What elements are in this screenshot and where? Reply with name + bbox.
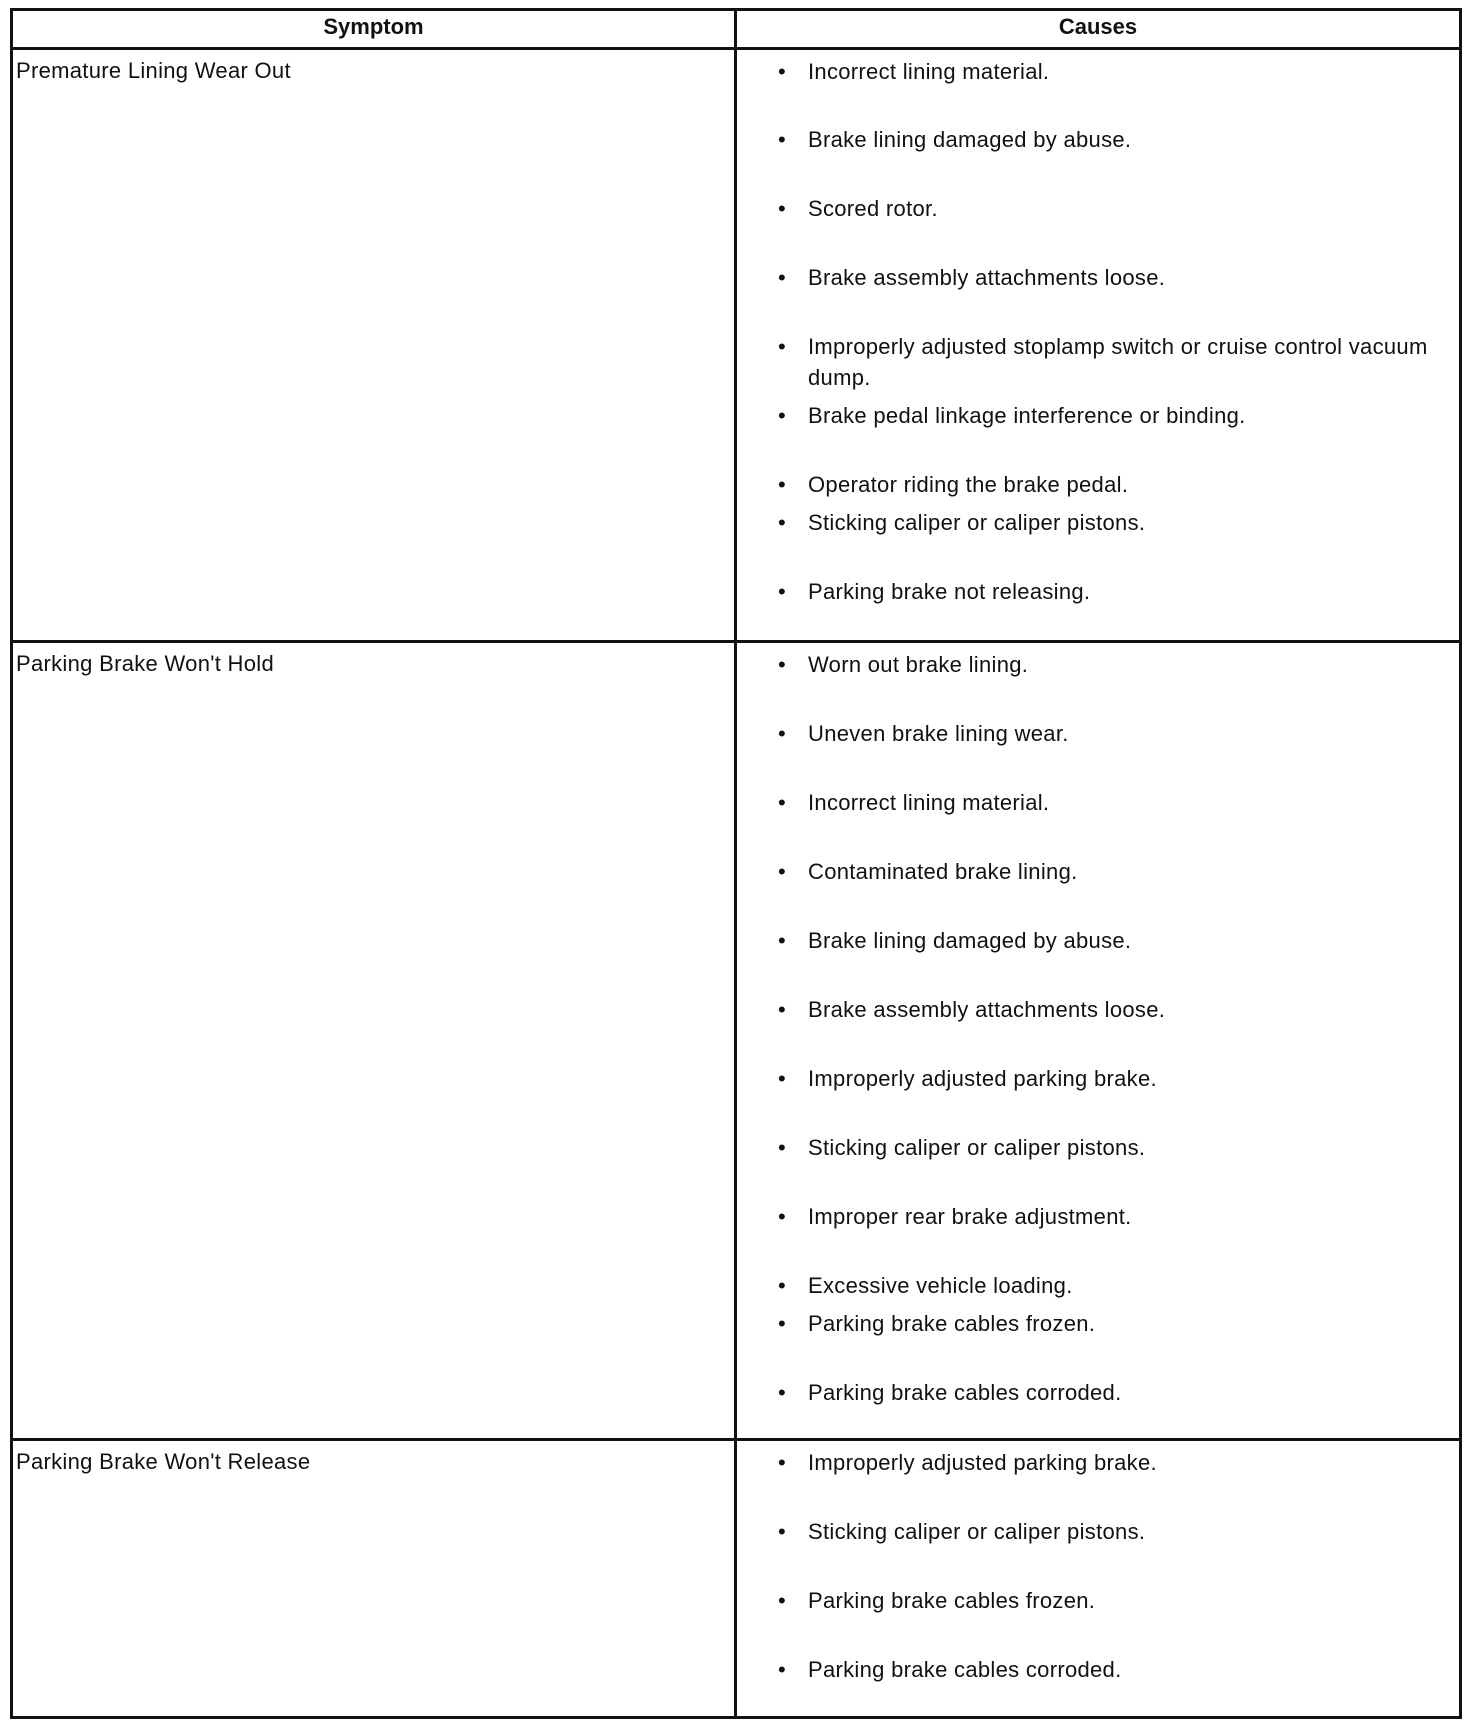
cause-item: Improperly adjusted parking brake. — [808, 1450, 1157, 1475]
header-causes: Causes — [1058, 14, 1138, 39]
bullet: • — [778, 334, 786, 359]
cause-item: Improper rear brake adjustment. — [808, 1204, 1132, 1229]
cause-item: Operator riding the brake pedal. — [808, 472, 1129, 497]
cause-item: Uneven brake lining wear. — [808, 721, 1069, 746]
table-left-border — [10, 8, 13, 1719]
bullet: • — [778, 1273, 786, 1298]
bullet: • — [778, 1066, 786, 1091]
table-right-border — [1459, 8, 1462, 1719]
bullet: • — [778, 1450, 786, 1475]
cause-item: Brake lining damaged by abuse. — [808, 928, 1132, 953]
cause-item: Incorrect lining material. — [808, 59, 1050, 84]
cause-item: Parking brake cables corroded. — [808, 1380, 1122, 1405]
bullet: • — [778, 997, 786, 1022]
bullet: • — [778, 1135, 786, 1160]
header-symptom: Symptom — [323, 14, 424, 39]
bullet: • — [778, 403, 786, 428]
cause-item: Scored rotor. — [808, 196, 938, 221]
cause-item: Brake assembly attachments loose. — [808, 997, 1166, 1022]
bullet: • — [778, 1588, 786, 1613]
cause-item: Contaminated brake lining. — [808, 859, 1078, 884]
bullet: • — [778, 510, 786, 535]
cause-item: Brake assembly attachments loose. — [808, 265, 1166, 290]
cause-item: Parking brake not releasing. — [808, 579, 1091, 604]
bullet: • — [778, 790, 786, 815]
bullet: • — [778, 859, 786, 884]
bullet: • — [778, 721, 786, 746]
cause-item: Excessive vehicle loading. — [808, 1273, 1073, 1298]
column-divider — [734, 8, 737, 1719]
cause-item: Brake pedal linkage interference or binding. — [808, 403, 1246, 428]
cause-item: Worn out brake lining. — [808, 652, 1029, 677]
cause-item: Improperly adjusted stoplamp switch or cruise control vacuum dump. — [808, 334, 1428, 390]
cause-item: Parking brake cables frozen. — [808, 1311, 1096, 1336]
bullet: • — [778, 1657, 786, 1682]
symptom-cell: Premature Lining Wear Out — [16, 58, 291, 83]
bullet: • — [778, 1204, 786, 1229]
cause-item: Sticking caliper or caliper pistons. — [808, 510, 1146, 535]
bullet: • — [778, 265, 786, 290]
cause-item: Incorrect lining material. — [808, 790, 1050, 815]
bullet: • — [778, 579, 786, 604]
cause-item: Sticking caliper or caliper pistons. — [808, 1519, 1146, 1544]
bullet: • — [778, 127, 786, 152]
cause-item: Parking brake cables corroded. — [808, 1657, 1122, 1682]
cause-item: Improperly adjusted parking brake. — [808, 1066, 1157, 1091]
bullet: • — [778, 1519, 786, 1544]
bullet: • — [778, 59, 786, 84]
symptom-cell: Parking Brake Won't Release — [16, 1449, 311, 1474]
bullet: • — [778, 1311, 786, 1336]
bullet: • — [778, 652, 786, 677]
symptom-cell: Parking Brake Won't Hold — [16, 651, 274, 676]
cause-item: Parking brake cables frozen. — [808, 1588, 1096, 1613]
cause-item: Sticking caliper or caliper pistons. — [808, 1135, 1146, 1160]
cause-item: Brake lining damaged by abuse. — [808, 127, 1132, 152]
bullet: • — [778, 472, 786, 497]
bullet: • — [778, 1380, 786, 1405]
bullet: • — [778, 928, 786, 953]
bullet: • — [778, 196, 786, 221]
